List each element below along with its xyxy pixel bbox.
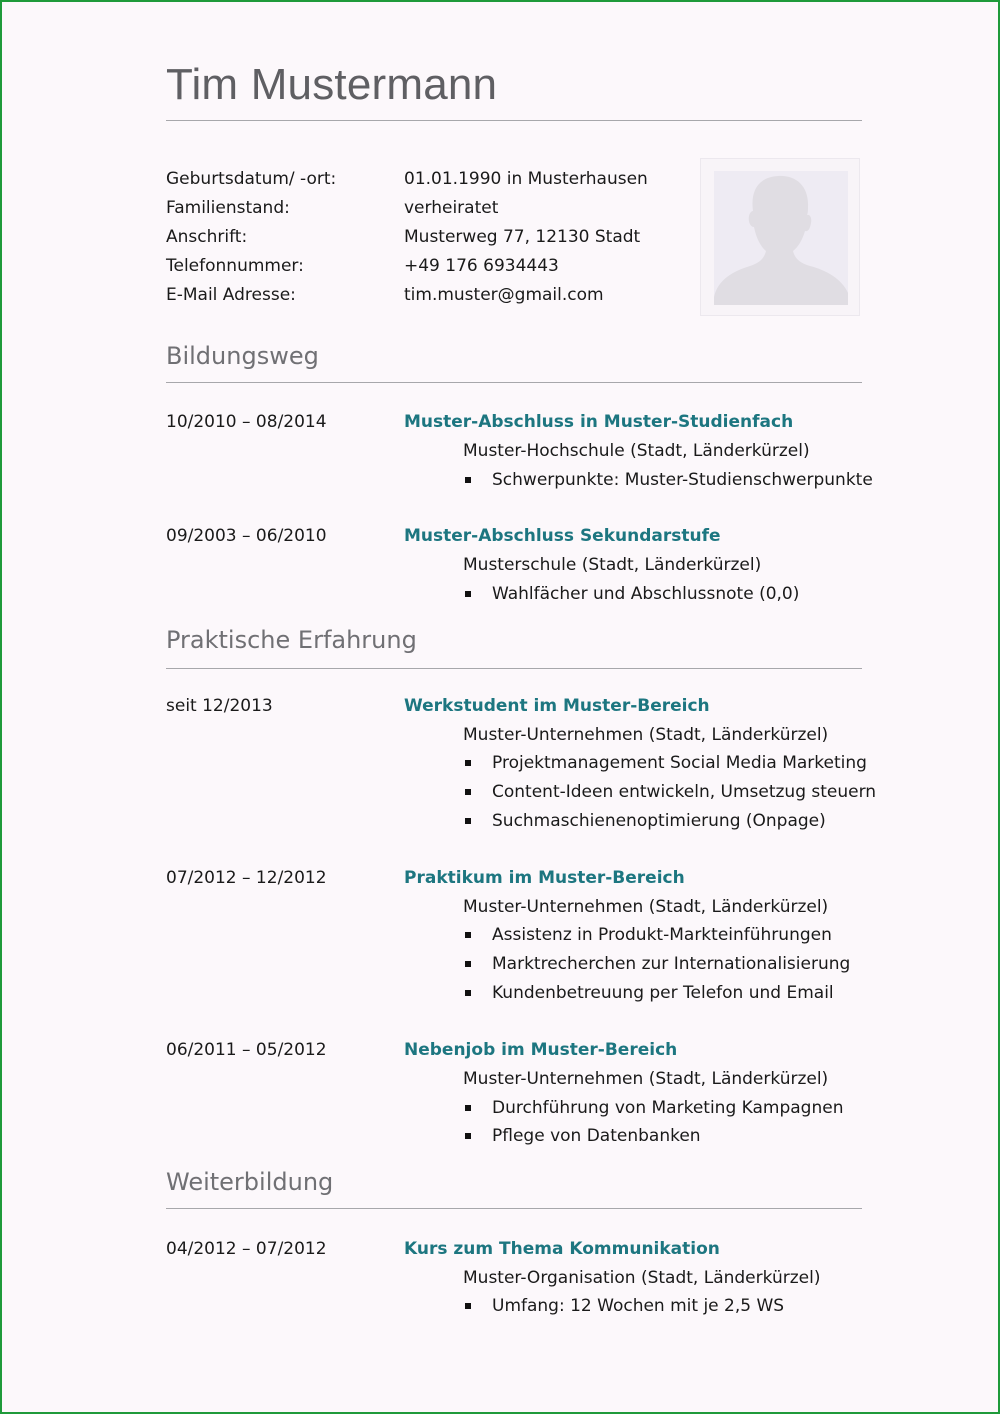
list-item-text: Marktrecherchen zur Internationalisierung xyxy=(492,954,851,974)
info-value: tim.muster@gmail.com xyxy=(404,285,604,305)
entry-title: Muster-Abschluss Sekundarstufe xyxy=(404,526,721,546)
bullet-square-icon xyxy=(465,818,471,824)
applicant-name: Tim Mustermann xyxy=(166,60,498,109)
section-divider xyxy=(166,1208,862,1209)
list-item-text: Pflege von Datenbanken xyxy=(492,1126,701,1146)
info-value: 01.01.1990 in Musterhausen xyxy=(404,169,648,189)
entry-organization: Muster-Unternehmen (Stadt, Länderkürzel) xyxy=(463,1069,829,1089)
info-label: Telefonnummer: xyxy=(166,256,304,276)
list-item-text: Content-Ideen entwickeln, Umsetzug steuern xyxy=(492,782,877,802)
entry-organization: Musterschule (Stadt, Länderkürzel) xyxy=(463,555,762,575)
bullet-square-icon xyxy=(465,932,471,938)
entry-title: Werkstudent im Muster-Bereich xyxy=(404,696,710,716)
profile-photo-placeholder-icon xyxy=(714,171,848,305)
info-row-birth xyxy=(166,167,686,191)
entry-organization: Muster-Hochschule (Stadt, Länderkürzel) xyxy=(463,441,810,461)
entry-date: 10/2010 – 08/2014 xyxy=(166,412,327,432)
bullet-square-icon xyxy=(465,477,471,483)
entry-date: 09/2003 – 06/2010 xyxy=(166,526,327,546)
entry-organization: Muster-Organisation (Stadt, Länderkürzel) xyxy=(463,1268,821,1288)
list-item-text: Wahlfächer und Abschlussnote (0,0) xyxy=(492,584,800,604)
info-value: +49 176 6934443 xyxy=(404,256,559,276)
bullet-square-icon xyxy=(465,1133,471,1139)
bullet-square-icon xyxy=(465,760,471,766)
info-row-address xyxy=(166,225,686,249)
entry-date: 07/2012 – 12/2012 xyxy=(166,868,327,888)
info-label: E-Mail Adresse: xyxy=(166,285,296,305)
info-label: Familienstand: xyxy=(166,198,290,218)
profile-photo xyxy=(700,158,860,316)
section-title-further-training: Weiterbildung xyxy=(166,1168,334,1196)
entry-title: Praktikum im Muster-Bereich xyxy=(404,868,685,888)
bullet-square-icon xyxy=(465,789,471,795)
entry-title: Kurs zum Thema Kommunikation xyxy=(404,1239,720,1259)
info-row-marital-status xyxy=(166,196,686,220)
list-item-text: Schwerpunkte: Muster-Studienschwerpunkte xyxy=(492,470,873,490)
section-divider xyxy=(166,382,862,383)
bullet-square-icon xyxy=(465,591,471,597)
bullet-square-icon xyxy=(465,1105,471,1111)
section-title-education: Bildungsweg xyxy=(166,342,319,370)
info-label: Geburtsdatum/ -ort: xyxy=(166,169,337,189)
name-divider xyxy=(166,120,862,121)
section-divider xyxy=(166,668,862,669)
section-title-experience: Praktische Erfahrung xyxy=(166,626,417,654)
bullet-square-icon xyxy=(465,990,471,996)
list-item-text: Durchführung von Marketing Kampagnen xyxy=(492,1098,844,1118)
entry-date: 06/2011 – 05/2012 xyxy=(166,1040,327,1060)
entry-title: Muster-Abschluss in Muster-Studienfach xyxy=(404,412,794,432)
bullet-square-icon xyxy=(465,1303,471,1309)
list-item-text: Kundenbetreuung per Telefon und Email xyxy=(492,983,834,1003)
bullet-square-icon xyxy=(465,961,471,967)
info-row-phone xyxy=(166,254,686,278)
info-value: Musterweg 77, 12130 Stadt xyxy=(404,227,641,247)
info-label: Anschrift: xyxy=(166,227,248,247)
entry-date: seit 12/2013 xyxy=(166,696,273,716)
entry-organization: Muster-Unternehmen (Stadt, Länderkürzel) xyxy=(463,725,829,745)
list-item-text: Projektmanagement Social Media Marketing xyxy=(492,753,867,773)
list-item-text: Umfang: 12 Wochen mit je 2,5 WS xyxy=(492,1296,785,1316)
entry-title: Nebenjob im Muster-Bereich xyxy=(404,1040,678,1060)
info-row-email xyxy=(166,283,686,307)
list-item-text: Suchmaschienenoptimierung (Onpage) xyxy=(492,811,826,831)
entry-organization: Muster-Unternehmen (Stadt, Länderkürzel) xyxy=(463,897,829,917)
list-item-text: Assistenz in Produkt-Markteinführungen xyxy=(492,925,832,945)
entry-date: 04/2012 – 07/2012 xyxy=(166,1239,327,1259)
info-value: verheiratet xyxy=(404,198,499,218)
